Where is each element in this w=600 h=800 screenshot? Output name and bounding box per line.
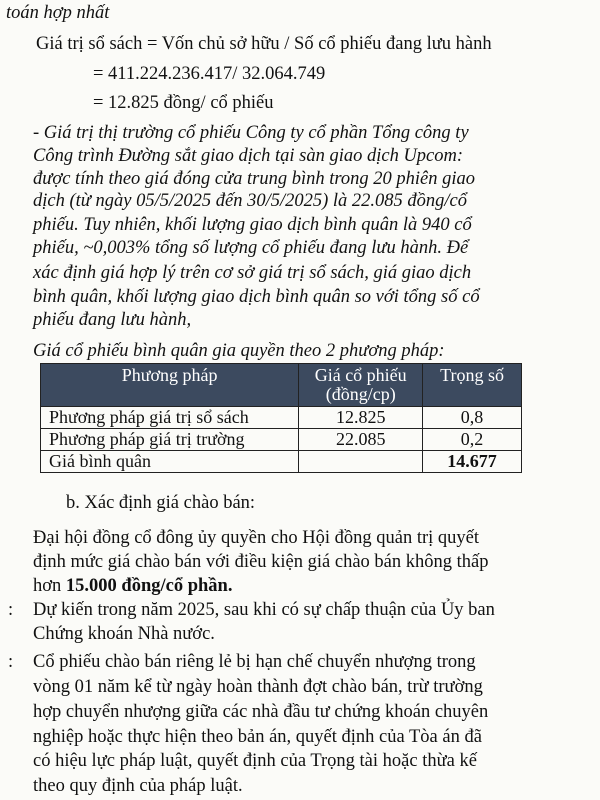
column-header: Trọng số: [423, 364, 522, 407]
paragraph-line: [33, 575, 232, 597]
paragraph-line: được tính theo giá đóng cửa trung bình trong 20 phiên giao: [33, 169, 475, 189]
table-cell: 0,8: [423, 407, 522, 429]
paragraph-line: xác định giá hợp lý trên cơ sở giá trị sổ sách, giá giao dịch: [33, 263, 472, 283]
formula-line: Giá trị sổ sách = Vốn chủ sở hữu / Số cổ phiếu đang lưu hành: [36, 34, 492, 54]
paragraph-line: phiếu. Tuy nhiên, khối lượng giao dịch bình quân là 940 cổ: [33, 215, 472, 235]
paragraph-line: Đại hội đồng cổ đông ủy quyền cho Hội đồng quản trị quyết: [33, 528, 479, 548]
table-cell: 12.825: [299, 407, 423, 429]
paragraph-line: Cổ phiếu chào bán riêng lẻ bị hạn chế chuyển nhượng trong: [33, 652, 476, 672]
text-line: toán hợp nhất: [6, 3, 110, 23]
price-table: [40, 363, 522, 473]
table-cell: Giá bình quân: [41, 451, 299, 473]
paragraph-line: - Giá trị thị trường cổ phiếu Công ty cổ phần Tổng công ty: [33, 123, 469, 143]
paragraph-line: phiếu đang lưu hành,: [33, 310, 192, 330]
table-row: [41, 451, 522, 473]
paragraph-line: dịch (từ ngày 05/5/2025 đến 30/5/2025) là 22.085 đồng/cổ: [33, 191, 468, 211]
section-heading: b. Xác định giá chào bán:: [66, 493, 256, 513]
column-header: Phương pháp: [41, 364, 299, 407]
paragraph-line: theo quy định của pháp luật.: [33, 776, 243, 796]
table-cell: [299, 451, 423, 473]
table-header-row: [41, 364, 522, 407]
list-marker: :: [8, 600, 14, 620]
paragraph-line: vòng 01 năm kể từ ngày hoàn thành đợt chào bán, trừ trường: [33, 677, 483, 697]
paragraph-line: Dự kiến trong năm 2025, sau khi có sự chấp thuận của Ủy ban: [33, 600, 495, 620]
formula-line: = 411.224.236.417/ 32.064.749: [93, 64, 326, 84]
table-row: [41, 407, 522, 429]
paragraph-line: hợp chuyển nhượng giữa các nhà đầu tư chứng khoán chuyên: [33, 702, 489, 722]
table-cell: Phương pháp giá trị trường: [41, 429, 299, 451]
highlighted-price: 15.000 đồng/cổ phần.: [65, 576, 233, 596]
table-cell: Phương pháp giá trị sổ sách: [41, 407, 299, 429]
formula-line: = 12.825 đồng/ cổ phiếu: [93, 93, 274, 113]
table-caption: Giá cổ phiếu bình quân gia quyền theo 2 phương pháp:: [33, 341, 445, 361]
table-cell: 22.085: [299, 429, 423, 451]
paragraph-line: Công trình Đường sắt giao dịch tại sàn giao dịch Upcom:: [33, 146, 464, 166]
paragraph-line: phiếu, ~0,003% tổng số lượng cổ phiếu đang lưu hành. Để: [33, 238, 469, 258]
list-marker: :: [8, 652, 14, 672]
table-cell-total: 14.677: [423, 451, 522, 473]
text-run: hơn: [33, 576, 66, 596]
table-cell: 0,2: [423, 429, 522, 451]
paragraph-line: định mức giá chào bán với điều kiện giá chào bán không thấp: [33, 552, 489, 572]
table-row: [41, 429, 522, 451]
paragraph-line: bình quân, khối lượng giao dịch bình quân so với tổng số cổ: [33, 287, 480, 307]
paragraph-line: Chứng khoán Nhà nước.: [33, 624, 215, 644]
paragraph-line: có hiệu lực pháp luật, quyết định của Trọng tài hoặc thừa kế: [33, 751, 477, 771]
paragraph-line: nghiệp hoặc thực hiện theo bản án, quyết định của Tòa án đã: [33, 727, 482, 747]
column-header: Giá cổ phiếu (đồng/cp): [299, 364, 423, 407]
